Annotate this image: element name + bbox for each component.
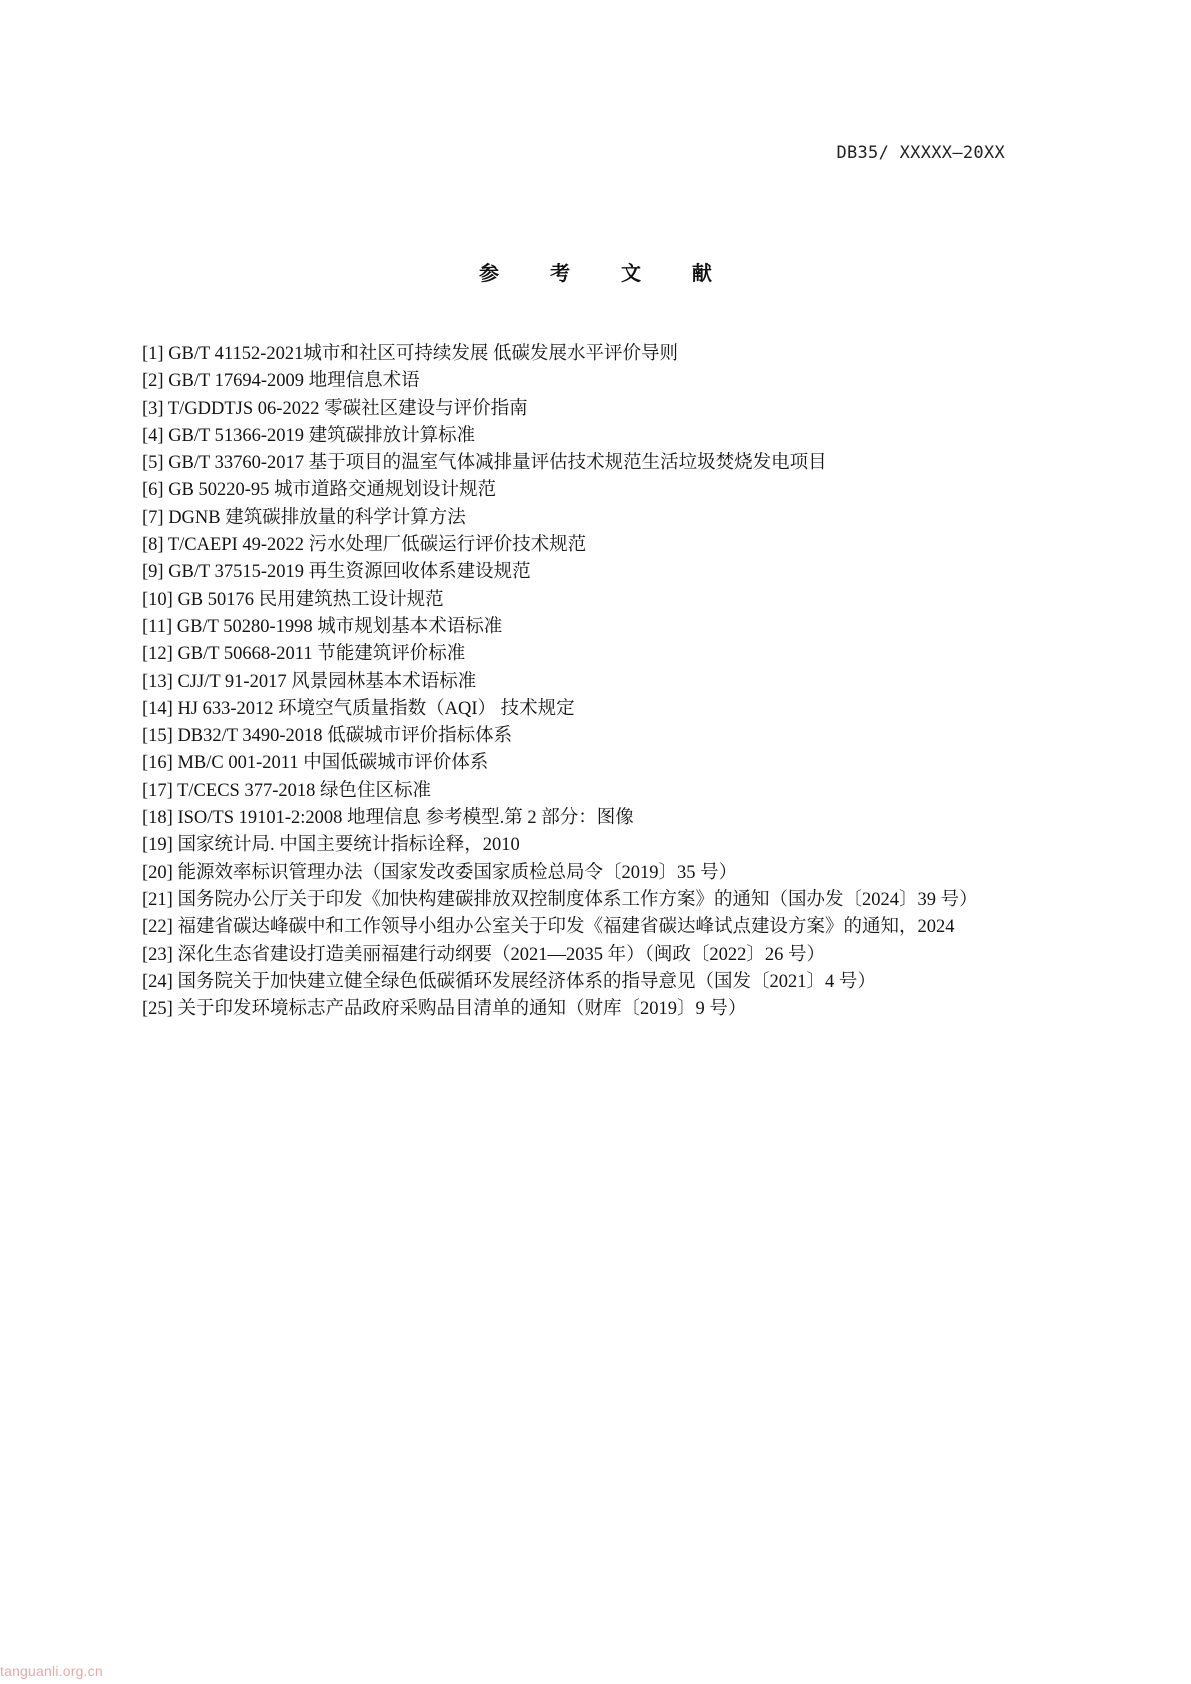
reference-item: [4] GB/T 51366-2019 建筑碳排放计算标准 (142, 425, 476, 446)
reference-item: [24] 国务院关于加快建立健全绿色低碳循环发展经济体系的指导意见（国发〔2021〕4 号） (142, 971, 876, 992)
watermark-text: tanguanli.org.cn (0, 1663, 103, 1679)
reference-item: [23] 深化生态省建设打造美丽福建行动纲要（2021—2035 年）（闽政〔2022〕26 号） (142, 944, 825, 965)
reference-item: [1] GB/T 41152-2021城市和社区可持续发展 低碳发展水平评价导则 (142, 344, 678, 364)
reference-item: [25] 关于印发环境标志产品政府采购品目清单的通知（财库〔2019〕9 号） (142, 999, 747, 1020)
reference-item: [5] GB/T 33760-2017 基于项目的温室气体减排量评估技术规范生活垃圾焚烧发电项目 (142, 453, 827, 474)
reference-item: [18] ISO/TS 19101-2:2008 地理信息 参考模型.第 2 部分：图像 (142, 808, 634, 829)
reference-item: [3] T/GDDTJS 06-2022 零碳社区建设与评价指南 (142, 398, 528, 419)
reference-item: [20] 能源效率标识管理办法（国家发改委国家质检总局令〔2019〕35 号） (142, 862, 738, 883)
reference-item: [21] 国务院办公厅关于印发《加快构建碳排放双控制度体系工作方案》的通知（国办发〔2024〕39 号） (142, 889, 978, 910)
reference-item: [15] DB32/T 3490-2018 低碳城市评价指标体系 (142, 726, 513, 747)
reference-item: [6] GB 50220-95 城市道路交通规划设计规范 (142, 480, 497, 501)
reference-item: [22] 福建省碳达峰碳中和工作领导小组办公室关于印发《福建省碳达峰试点建设方案》的通知，2024 (142, 917, 955, 938)
reference-item: [7] DGNB 建筑碳排放量的科学计算方法 (142, 507, 466, 528)
reference-item: [9] GB/T 37515-2019 再生资源回收体系建设规范 (142, 562, 531, 583)
reference-item: [17] T/CECS 377-2018 绿色住区标准 (142, 780, 431, 801)
reference-item: [19] 国家统计局. 中国主要统计指标诠释，2010 (142, 835, 520, 856)
section-title: 参 考 文 献 (479, 261, 734, 285)
document-code: DB35/ XXXXX—20XX (836, 143, 1005, 163)
reference-item: [16] MB/C 001-2011 中国低碳城市评价体系 (142, 753, 489, 774)
reference-item: [11] GB/T 50280-1998 城市规划基本术语标准 (142, 616, 503, 637)
reference-item: [14] HJ 633-2012 环境空气质量指数（AQI） 技术规定 (142, 698, 575, 719)
reference-list (142, 341, 1092, 1023)
reference-item: [2] GB/T 17694-2009 地理信息术语 (142, 371, 420, 392)
reference-item: [8] T/CAEPI 49-2022 污水处理厂低碳运行评价技术规范 (142, 535, 587, 556)
reference-item: [13] CJJ/T 91-2017 风景园林基本术语标准 (142, 671, 477, 692)
reference-item: [10] GB 50176 民用建筑热工设计规范 (142, 589, 444, 610)
reference-item: [12] GB/T 50668-2011 节能建筑评价标准 (142, 644, 466, 665)
